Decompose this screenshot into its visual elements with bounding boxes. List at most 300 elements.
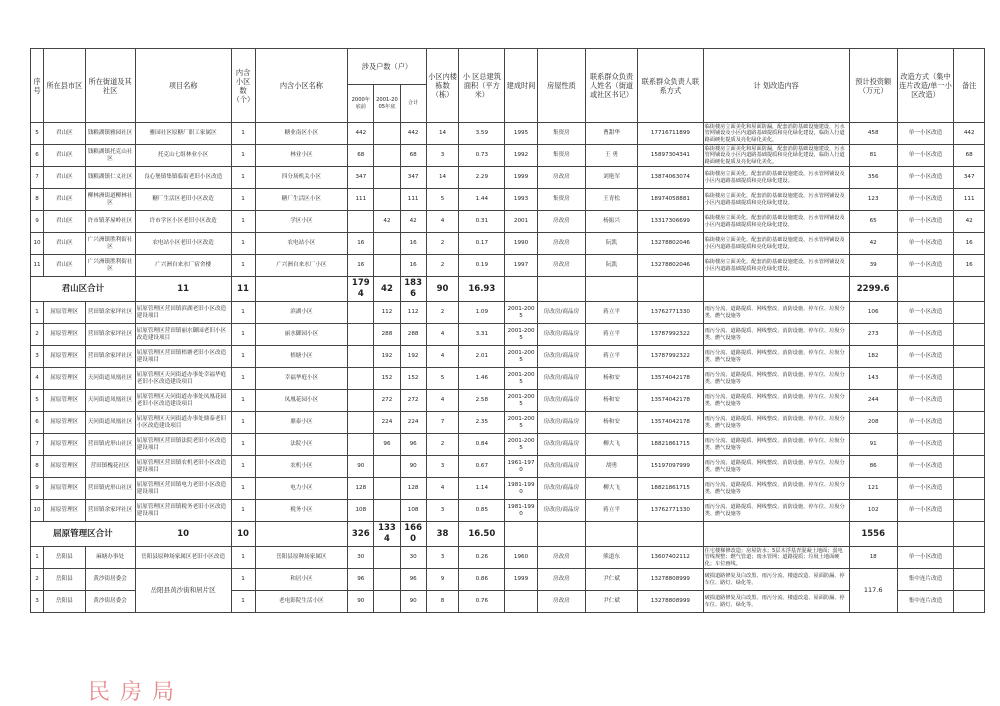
cell-plan: 雨污分流、道路提质、网线整改、消防设施、停车位、垃圾分类、燃气设施等	[703, 456, 849, 478]
cell-num: 1	[231, 569, 255, 591]
cell-name: 农机小区	[255, 456, 348, 478]
cell-plan: 临街楼房立面美化，配套消防基础设施建设，污水管网铺设及小区内道路基础提质和亮化绿化建设。	[703, 255, 849, 277]
cell-mode: 单一小区改造	[897, 145, 954, 167]
cell-num: 1	[231, 302, 255, 324]
cell-seq: 1	[31, 302, 44, 324]
cell-county: 屈原管理区	[44, 368, 85, 390]
cell-nature: 集资房	[537, 123, 585, 145]
cell-street: 营田镇虎形山社区	[85, 434, 135, 456]
subtotal-count: 11	[135, 277, 231, 302]
cell-total: 272	[400, 390, 426, 412]
cell-county: 岳阳县	[44, 547, 85, 569]
subtotal-buildings: 90	[426, 277, 459, 302]
cell-year: 1993	[505, 189, 538, 211]
cell-h2001: 112	[374, 302, 400, 324]
cell-seq: 3	[31, 346, 44, 368]
cell-phone: 13762771330	[638, 302, 703, 324]
cell-mode: 单一小区改造	[897, 434, 954, 456]
cell-mode: 单一小区改造	[897, 368, 954, 390]
cell-total: 96	[400, 569, 426, 591]
cell-mode: 单一小区改造	[897, 346, 954, 368]
cell-plan: 雨污分流、道路提质、网线整改、消防设施、停车位、垃圾分类、燃气设施等	[703, 368, 849, 390]
cell-seq: 11	[31, 255, 44, 277]
cell-street: 天问街道凤凰社区	[85, 390, 135, 412]
cell-h2000: 30	[348, 547, 374, 569]
cell-invest: 121	[849, 478, 897, 500]
cell-buildings: 2	[426, 434, 459, 456]
cell-area: 0.84	[459, 434, 505, 456]
cell-remark	[954, 547, 985, 569]
cell-buildings: 3	[426, 547, 459, 569]
cell-mode: 单一小区改造	[897, 390, 954, 412]
cell-nature: 房改房	[537, 167, 585, 189]
red-stamp-fragment	[88, 676, 238, 706]
cell-buildings: 2	[426, 233, 459, 255]
cell-h2001	[374, 167, 400, 189]
cell-project: 屈原管理区营田镇滨湖老旧小区改造建设项目	[135, 302, 231, 324]
cell-year: 2001-2005	[505, 302, 538, 324]
header-hh-2001: 2001-2005年底	[374, 85, 400, 123]
cell-county: 屈原管理区	[44, 478, 85, 500]
cell-plan: 临街楼房立面美化和屋面防漏，配套消防基础设施建设，污水管网铺设及小区内道路基础提质和亮化绿化建设，临街人行道路面硬化提质及亮化绿化美化。	[703, 123, 849, 145]
cell-street: 钱粮湖镇仁义社区	[85, 167, 135, 189]
cell-nature: 房改房	[537, 569, 585, 591]
cell-contact: 杨和安	[585, 368, 637, 390]
cell-phone: 18821861715	[638, 478, 703, 500]
table-row	[31, 368, 985, 390]
cell-h2000	[348, 412, 374, 434]
cell-num: 1	[231, 123, 255, 145]
cell-area: 1.44	[459, 189, 505, 211]
cell-area: 2.29	[459, 167, 505, 189]
cell-contact: 柳大飞	[585, 434, 637, 456]
cell-area: 0.85	[459, 500, 505, 522]
cell-num: 1	[231, 547, 255, 569]
cell-county: 屈原管理区	[44, 434, 85, 456]
cell-seq: 9	[31, 211, 44, 233]
cell-h2001	[374, 233, 400, 255]
cell-area: 1.09	[459, 302, 505, 324]
cell-invest-merged: 117.6	[849, 569, 897, 613]
cell-project: 许市学区小区老旧小区改造	[135, 211, 231, 233]
cell-h2000: 68	[348, 145, 374, 167]
cell-seq: 7	[31, 167, 44, 189]
cell-street: 广兴洲镇胜利街社区	[85, 233, 135, 255]
header-hh-total: 合计	[400, 85, 426, 123]
renovation-table	[30, 48, 985, 613]
cell-plan: 临街楼房立面美化，配套消防基础设施建设，污水管网铺设及小区内道路基础提质和亮化绿化建设。	[703, 233, 849, 255]
cell-project: 糖厂生活区老旧小区改造	[135, 189, 231, 211]
cell-remark: 68	[954, 145, 985, 167]
subtotal-label: 屈原管理区合计	[31, 522, 136, 547]
cell-project-merged: 岳阳县黄沙街和居片区	[135, 569, 231, 613]
cell-mode: 单一小区改造	[897, 456, 954, 478]
subtotal-total: 1836	[400, 277, 426, 302]
cell-remark: 442	[954, 123, 985, 145]
cell-remark	[954, 390, 985, 412]
cell-phone: 13787992322	[638, 346, 703, 368]
cell-name: 广兴洲自来水厂小区	[255, 255, 348, 277]
table-row	[31, 255, 985, 277]
cell-remark	[954, 346, 985, 368]
cell-project: 雅园社区原糖厂职工家属区	[135, 123, 231, 145]
cell-buildings: 4	[426, 478, 459, 500]
cell-area: 0.76	[459, 591, 505, 613]
cell-area: 2.01	[459, 346, 505, 368]
cell-total: 96	[400, 434, 426, 456]
cell-contact: 王 勇	[585, 145, 637, 167]
table-row	[31, 547, 985, 569]
cell-nature: 房改房/商品房	[537, 346, 585, 368]
cell-year: 1995	[505, 123, 538, 145]
cell-year: 1999	[505, 569, 538, 591]
cell-mode: 单一小区改造	[897, 500, 954, 522]
cell-h2000	[348, 390, 374, 412]
cell-h2001	[374, 591, 400, 613]
cell-seq: 5	[31, 390, 44, 412]
cell-mode: 单一小区改造	[897, 255, 954, 277]
cell-h2001	[374, 456, 400, 478]
cell-nature: 房改房	[537, 255, 585, 277]
subtotal-empty	[897, 277, 954, 302]
cell-buildings: 5	[426, 189, 459, 211]
cell-remark	[954, 302, 985, 324]
cell-total: 192	[400, 346, 426, 368]
cell-seq: 10	[31, 233, 44, 255]
subtotal-num: 11	[231, 277, 255, 302]
cell-plan: 临街楼房立面美化和屋面防漏，配套消防基础设施建设，污水管网铺设及小区内道路基础提质和亮化绿化建设，临街人行道路面硬化提质及亮化绿化美化。	[703, 145, 849, 167]
cell-num: 1	[231, 390, 255, 412]
cell-county: 岳阳县	[44, 569, 85, 591]
cell-seq: 8	[31, 456, 44, 478]
cell-phone: 18974058881	[638, 189, 703, 211]
cell-total: 108	[400, 500, 426, 522]
cell-nature: 房改房/商品房	[537, 478, 585, 500]
cell-name: 农电站小区	[255, 233, 348, 255]
cell-name: 和居小区	[255, 569, 348, 591]
cell-area: 1.46	[459, 368, 505, 390]
cell-plan: 住宅楼梯修改造；房屋防水；5层木浮基青混凝土地面；弱电管线规整；燃气管道；雨水管网；道路提质；垃圾土地面硬化；车位画线。	[703, 547, 849, 569]
header-community-names: 内含小区名称	[255, 49, 348, 123]
cell-h2000: 128	[348, 478, 374, 500]
cell-name: 丽水御园小区	[255, 324, 348, 346]
cell-seq: 6	[31, 412, 44, 434]
cell-num: 1	[231, 145, 255, 167]
cell-name: 法院小区	[255, 434, 348, 456]
cell-num: 1	[231, 368, 255, 390]
cell-street: 营田镇余家坪社区	[85, 302, 135, 324]
cell-invest: 86	[849, 456, 897, 478]
cell-project: 农电站小区老旧小区改造	[135, 233, 231, 255]
cell-remark: 16	[954, 233, 985, 255]
cell-county: 君山区	[44, 145, 85, 167]
cell-area: 0.31	[459, 211, 505, 233]
cell-seq: 2	[31, 569, 44, 591]
cell-contact: 尹仁斌	[585, 591, 637, 613]
table-body	[31, 123, 985, 613]
cell-area: 3.31	[459, 324, 505, 346]
cell-seq: 3	[31, 591, 44, 613]
cell-invest: 123	[849, 189, 897, 211]
cell-h2001: 152	[374, 368, 400, 390]
cell-contact: 蒋立平	[585, 324, 637, 346]
stamp-glyph: 局	[152, 680, 175, 705]
cell-seq: 7	[31, 434, 44, 456]
cell-project: 屈原管理区天问街道办事处幸福华庭老旧小区改造建设项目	[135, 368, 231, 390]
cell-num: 1	[231, 434, 255, 456]
cell-name: 税务小区	[255, 500, 348, 522]
cell-name: 电力小区	[255, 478, 348, 500]
cell-county: 君山区	[44, 233, 85, 255]
cell-num: 1	[231, 255, 255, 277]
cell-invest: 42	[849, 233, 897, 255]
cell-num: 1	[231, 233, 255, 255]
subtotal-row-quyuan	[31, 522, 985, 547]
cell-total: 347	[400, 167, 426, 189]
table-row	[31, 346, 985, 368]
cell-street: 许市镇茅屋岭社区	[85, 211, 135, 233]
table-row	[31, 233, 985, 255]
table-row	[31, 302, 985, 324]
cell-name: 岳阳县原种场家属区	[255, 547, 348, 569]
cell-phone: 17716711899	[638, 123, 703, 145]
subtotal-count: 10	[135, 522, 231, 547]
table-row	[31, 434, 985, 456]
cell-phone: 13607402112	[638, 547, 703, 569]
cell-year: 2001	[505, 211, 538, 233]
cell-h2001: 192	[374, 346, 400, 368]
cell-contact: 阮凯	[585, 233, 637, 255]
cell-num: 1	[231, 412, 255, 434]
cell-seq: 10	[31, 500, 44, 522]
cell-total: 90	[400, 591, 426, 613]
cell-buildings: 5	[426, 368, 459, 390]
cell-phone: 13787992322	[638, 324, 703, 346]
cell-contact: 胡勇	[585, 456, 637, 478]
cell-remark	[954, 478, 985, 500]
cell-mode: 集中连片改造	[897, 569, 954, 591]
cell-nature: 房改房/商品房	[537, 456, 585, 478]
cell-name: 林业小区	[255, 145, 348, 167]
cell-year: 1997	[505, 255, 538, 277]
cell-nature: 房改房	[537, 591, 585, 613]
cell-mode: 单一小区改造	[897, 412, 954, 434]
cell-street: 广兴洲镇胜利街社区	[85, 255, 135, 277]
cell-num: 1	[231, 346, 255, 368]
cell-h2000: 90	[348, 456, 374, 478]
cell-project: 屈原管理区营田镇电力老旧小区改造建设项目	[135, 478, 231, 500]
cell-street: 黄沙街居委会	[85, 569, 135, 591]
header-contact-phone: 联系群众负责人联系方式	[638, 49, 703, 123]
cell-remark	[954, 500, 985, 522]
cell-h2001	[374, 547, 400, 569]
cell-plan: 雨污分流、道路提质、网线整改、消防设施、停车位、垃圾分类、燃气设施等	[703, 302, 849, 324]
cell-invest: 102	[849, 500, 897, 522]
subtotal-h2000: 326	[348, 522, 374, 547]
cell-area: 0.86	[459, 569, 505, 591]
cell-county: 屈原管理区	[44, 412, 85, 434]
stamp-glyph: 房	[120, 680, 143, 705]
cell-h2000: 442	[348, 123, 374, 145]
cell-area: 0.26	[459, 547, 505, 569]
cell-year: 1961-1970	[505, 456, 538, 478]
cell-phone: 13278802046	[638, 255, 703, 277]
cell-mode: 集中连片改造	[897, 591, 954, 613]
cell-h2000: 96	[348, 569, 374, 591]
cell-contact: 蒋立平	[585, 302, 637, 324]
cell-h2001	[374, 569, 400, 591]
cell-invest: 356	[849, 167, 897, 189]
cell-num: 1	[231, 478, 255, 500]
cell-num: 1	[231, 211, 255, 233]
cell-remark: 347	[954, 167, 985, 189]
cell-invest: 182	[849, 346, 897, 368]
cell-remark	[954, 368, 985, 390]
cell-nature: 房改房	[537, 547, 585, 569]
header-street: 所在街道及其社区	[85, 49, 135, 123]
header-project: 项目名称	[135, 49, 231, 123]
cell-invest: 81	[849, 145, 897, 167]
subtotal-label: 君山区合计	[31, 277, 136, 302]
cell-county: 岳阳县	[44, 591, 85, 613]
cell-year: 2001-2005	[505, 346, 538, 368]
subtotal-buildings: 38	[426, 522, 459, 547]
subtotal-num: 10	[231, 522, 255, 547]
cell-street: 钱粮湖镇托克山社区	[85, 145, 135, 167]
cell-h2001: 272	[374, 390, 400, 412]
cell-mode: 单一小区改造	[897, 167, 954, 189]
header-invest: 预计投资额（万元）	[849, 49, 897, 123]
cell-plan: 破损道路修复及白改黑、雨污分流、楼道改造、屋面防漏、停车位、路灯、绿化等。	[703, 591, 849, 613]
cell-total: 111	[400, 189, 426, 211]
cell-nature: 房改房/商品房	[537, 302, 585, 324]
cell-h2001: 96	[374, 434, 400, 456]
cell-year: 1981-1990	[505, 478, 538, 500]
cell-year: 2001-2005	[505, 324, 538, 346]
cell-invest: 273	[849, 324, 897, 346]
cell-seq: 9	[31, 478, 44, 500]
cell-nature: 房改房/商品房	[537, 500, 585, 522]
cell-h2001	[374, 478, 400, 500]
cell-phone: 13278808999	[638, 569, 703, 591]
cell-seq: 4	[31, 368, 44, 390]
cell-county: 君山区	[44, 123, 85, 145]
cell-nature: 房改房/商品房	[537, 434, 585, 456]
cell-invest: 91	[849, 434, 897, 456]
header-mode: 改造方式（集中连片改造/单一小区改造）	[897, 49, 954, 123]
subtotal-empty	[255, 522, 348, 547]
cell-h2000	[348, 368, 374, 390]
header-seq: 序号	[31, 49, 44, 123]
cell-name: 糖厂生活区小区	[255, 189, 348, 211]
cell-nature: 房改房/商品房	[537, 324, 585, 346]
cell-mode: 单一小区改造	[897, 123, 954, 145]
cell-remark	[954, 456, 985, 478]
cell-name: 老电影院生活小区	[255, 591, 348, 613]
cell-total: 152	[400, 368, 426, 390]
subtotal-empty	[703, 277, 849, 302]
cell-num: 1	[231, 324, 255, 346]
table-row	[31, 167, 985, 189]
cell-county: 屈原管理区	[44, 500, 85, 522]
subtotal-empty	[954, 522, 985, 547]
cell-buildings: 3	[426, 145, 459, 167]
cell-project: 屈原管理区天问街道办事处鼎泰老旧小区改造建设项目	[135, 412, 231, 434]
cell-contact: 杨和安	[585, 390, 637, 412]
cell-total: 16	[400, 233, 426, 255]
cell-phone: 13874063074	[638, 167, 703, 189]
cell-project: 岳阳县原种场家属区老旧小区改造	[135, 547, 231, 569]
cell-year: 1992	[505, 145, 538, 167]
cell-area: 2.58	[459, 390, 505, 412]
cell-project: 屈原管理区营田镇法院老旧小区改造建设项目	[135, 434, 231, 456]
table-row	[31, 324, 985, 346]
subtotal-empty	[585, 277, 637, 302]
cell-total: 288	[400, 324, 426, 346]
cell-invest: 106	[849, 302, 897, 324]
header-area: 小 区总建筑面积（平方米）	[459, 49, 505, 123]
header-num-communities: 内含小区数（个）	[231, 49, 255, 123]
cell-mode: 单一小区改造	[897, 302, 954, 324]
cell-remark	[954, 591, 985, 613]
header-hh-2000: 2000年底前	[348, 85, 374, 123]
cell-plan: 临街楼房立面美化，配套消防基础设施建设，污水管网铺设及小区内道路基础提质和亮化绿化建设。	[703, 189, 849, 211]
cell-plan: 雨污分流、道路提质、网线整改、消防设施、停车位、垃圾分类、燃气设施等	[703, 434, 849, 456]
cell-project: 良心堡镇集镇临街老旧小区改造	[135, 167, 231, 189]
cell-year: 1960	[505, 547, 538, 569]
cell-num: 1	[231, 167, 255, 189]
subtotal-invest: 2299.6	[849, 277, 897, 302]
subtotal-empty	[505, 277, 538, 302]
cell-num: 1	[231, 500, 255, 522]
cell-mode: 单一小区改造	[897, 189, 954, 211]
cell-name: 滨湖小区	[255, 302, 348, 324]
cell-h2000: 108	[348, 500, 374, 522]
cell-invest: 244	[849, 390, 897, 412]
cell-h2001	[374, 123, 400, 145]
subtotal-h2000: 1794	[348, 277, 374, 302]
cell-contact: 阮凯	[585, 255, 637, 277]
cell-total: 224	[400, 412, 426, 434]
cell-street: 营田镇槐花社区	[85, 456, 135, 478]
cell-nature: 房改房/商品房	[537, 368, 585, 390]
cell-nature: 集资房	[537, 189, 585, 211]
subtotal-empty	[638, 522, 703, 547]
cell-project: 屈原管理区营田镇税务老旧小区改造建设项目	[135, 500, 231, 522]
cell-nature: 房改房	[537, 211, 585, 233]
cell-buildings: 4	[426, 324, 459, 346]
cell-h2001	[374, 255, 400, 277]
subtotal-invest: 1556	[849, 522, 897, 547]
cell-h2001	[374, 189, 400, 211]
cell-total: 42	[400, 211, 426, 233]
cell-h2001: 288	[374, 324, 400, 346]
cell-street: 钱粮湖镇雅园社区	[85, 123, 135, 145]
cell-seq: 1	[31, 547, 44, 569]
cell-year: 1990	[505, 233, 538, 255]
cell-name: 四分场机关小区	[255, 167, 348, 189]
table-row	[31, 456, 985, 478]
cell-phone: 13278802046	[638, 233, 703, 255]
cell-seq: 6	[31, 145, 44, 167]
subtotal-empty	[703, 522, 849, 547]
cell-contact: 尹仁斌	[585, 569, 637, 591]
cell-total: 128	[400, 478, 426, 500]
cell-street: 营田镇余家坪社区	[85, 324, 135, 346]
cell-h2001: 42	[374, 211, 400, 233]
renovation-table-sheet	[30, 48, 985, 613]
cell-h2000: 16	[348, 233, 374, 255]
